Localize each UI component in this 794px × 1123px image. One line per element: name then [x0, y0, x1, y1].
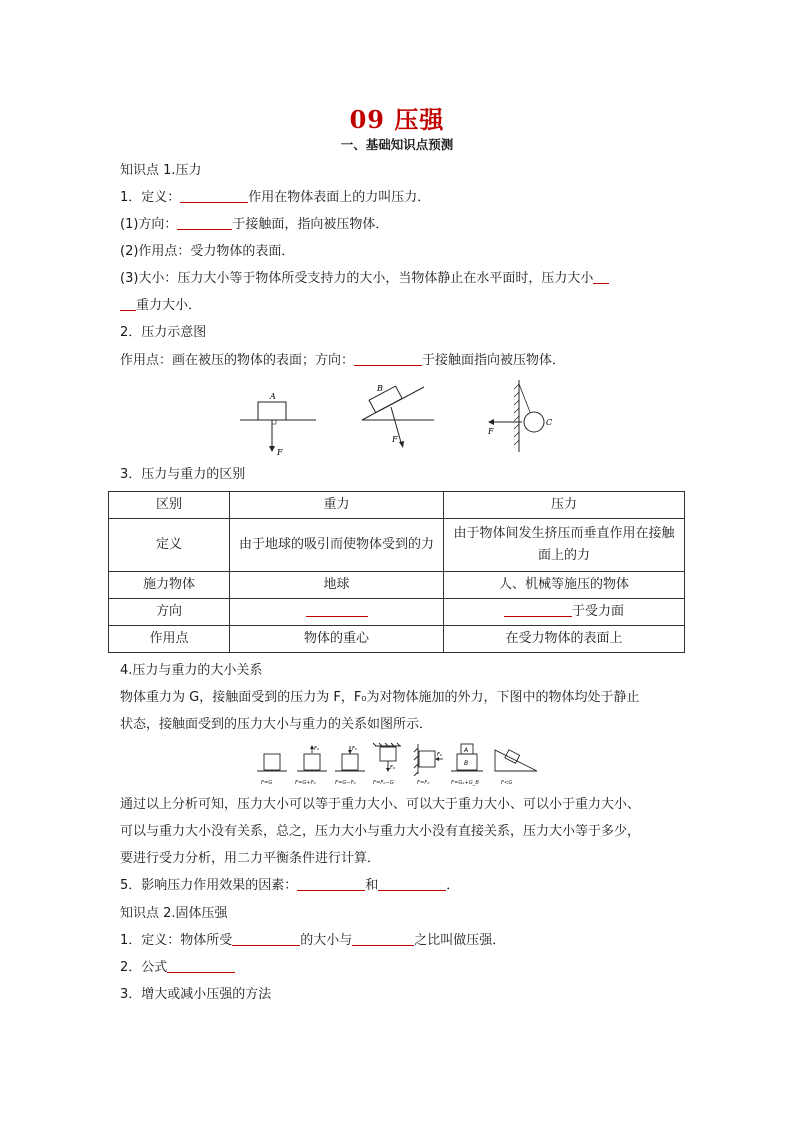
answer-blank[interactable] [306, 603, 368, 617]
answer-blank[interactable] [593, 270, 609, 284]
definition-text: 作用在物体表面上的力叫压力． [248, 190, 431, 205]
label-f0: F₀ [437, 752, 442, 758]
answer-blank[interactable] [354, 352, 422, 366]
definition-label: 1．定义： [120, 190, 181, 205]
table-row [109, 599, 685, 626]
caption: F<G [501, 780, 513, 786]
table-header: 区别 [109, 492, 230, 519]
label-f1: F [277, 448, 283, 457]
ball-c [524, 412, 544, 432]
magnitude-line [120, 270, 609, 288]
answer-blank[interactable] [378, 877, 446, 891]
comparison-heading: 3．压力与重力的区别 [120, 467, 246, 482]
answer-blank[interactable] [232, 932, 300, 946]
label-a: A [464, 747, 469, 754]
definition-line [120, 189, 430, 207]
conclusion-text-2: 可以与重力大小没有关系，总之，压力大小与重力大小没有直接关系，压力大小等于多少， [120, 824, 641, 839]
answer-blank[interactable] [352, 932, 414, 946]
pressure-definition-mid: 的大小与 [300, 933, 353, 948]
formula-line [120, 959, 235, 977]
formula-label: 2．公式 [120, 960, 168, 975]
diagram-description-2: 于接触面指向被压物体． [422, 353, 566, 368]
pressure-definition-label: 1．定义：物体所受 [120, 933, 233, 948]
pressure-diagram-heading: 2．压力示意图 [120, 325, 207, 340]
magnitude-text-2: 重力大小． [136, 298, 202, 313]
answer-blank[interactable] [120, 297, 136, 311]
factors-line [120, 877, 459, 895]
table-row [109, 626, 685, 653]
table-row [109, 572, 685, 599]
answer-blank[interactable] [504, 603, 572, 617]
direction-text: 于接触面，指向被压物体． [232, 217, 389, 232]
factors-label: 5．影响压力作用效果的因素： [120, 878, 298, 893]
label-f3: F [488, 427, 494, 436]
conclusion-text-3: 要进行受力分析，用二力平衡条件进行计算． [120, 851, 381, 866]
gravity-pressure-table [108, 491, 685, 653]
section-subtitle: 一、基础知识点预测 [340, 137, 454, 152]
answer-blank[interactable] [180, 189, 248, 203]
factors-and: 和 [365, 878, 379, 893]
pressure-force-diagrams [230, 376, 570, 460]
methods-heading: 3．增大或减小压强的方法 [120, 987, 272, 1002]
magnitude-text: (3)大小：压力大小等于物体所受支持力的大小，当物体静止在水平面时，压力大小 [120, 271, 594, 286]
table-cell: 物体的重心 [230, 626, 444, 653]
table-cell: 地球 [230, 572, 444, 599]
label-f0: F₀ [314, 746, 319, 752]
factors-end: ． [446, 878, 460, 893]
table-row [109, 519, 685, 572]
diagram-description-line [120, 352, 565, 370]
label-a: A [270, 392, 276, 401]
direction-line [120, 216, 388, 234]
table-cell-text: 于受力面 [571, 604, 624, 619]
pressure-definition-end: 之比叫做压强． [414, 933, 506, 948]
action-point-line: (2)作用点：受力物体的表面． [120, 244, 295, 259]
relation-text-2: 状态，接触面受到的压力大小与重力的关系如图所示． [120, 717, 433, 732]
caption: F=F₀ [417, 780, 430, 786]
knowledge-point-2-heading: 知识点 2.固体压强 [120, 906, 228, 921]
label-f2: F [392, 435, 398, 444]
page-title: 09 压强 [349, 105, 445, 134]
answer-blank[interactable] [297, 877, 365, 891]
table-cell: 方向 [109, 599, 230, 626]
table-header: 重力 [230, 492, 444, 519]
caption: F=G+F₀ [295, 780, 316, 786]
block-a [258, 402, 286, 420]
table-cell: 由于地球的吸引而使物体受到的力 [230, 519, 444, 572]
relation-text-1: 物体重力为 G，接触面受到的压力为 F，F₀为对物体施加的外力，下图中的物体均处于静止 [120, 690, 640, 705]
table-cell: 由于物体间发生挤压而垂直作用在接触面上的力 [444, 519, 685, 572]
table-cell: 在受力物体的表面上 [444, 626, 685, 653]
table-cell: 定义 [109, 519, 230, 572]
relation-heading: 4.压力与重力的大小关系 [120, 663, 263, 678]
answer-blank[interactable] [177, 216, 232, 230]
label-b: B [377, 384, 383, 393]
caption: F=F₀−G [373, 780, 394, 786]
table-cell [230, 599, 444, 626]
caption: F=Gₐ+G_B [451, 780, 479, 786]
table-cell [444, 599, 685, 626]
caption: F=G−F₀ [335, 780, 356, 786]
knowledge-point-1-heading: 知识点 1.压力 [120, 163, 202, 178]
table-cell: 作用点 [109, 626, 230, 653]
label-f0: F₀ [352, 746, 357, 752]
table-cell: 人、机械等施压的物体 [444, 572, 685, 599]
label-b: B [464, 760, 469, 767]
caption: F=G [261, 780, 273, 786]
diagram-description: 作用点：画在被压的物体的表面；方向： [120, 353, 355, 368]
answer-blank[interactable] [167, 959, 235, 973]
magnitude-line-2 [120, 297, 201, 315]
label-f0: F₀ [390, 765, 395, 771]
pressure-definition-line [120, 932, 505, 950]
label-c: C [546, 418, 553, 427]
table-cell: 施力物体 [109, 572, 230, 599]
direction-label: (1)方向： [120, 217, 178, 232]
conclusion-text-1: 通过以上分析可知，压力大小可以等于重力大小、可以大于重力大小、可以小于重力大小、 [120, 797, 641, 812]
table-header-row [109, 492, 685, 519]
table-header: 压力 [444, 492, 685, 519]
force-relation-diagrams [255, 742, 540, 790]
